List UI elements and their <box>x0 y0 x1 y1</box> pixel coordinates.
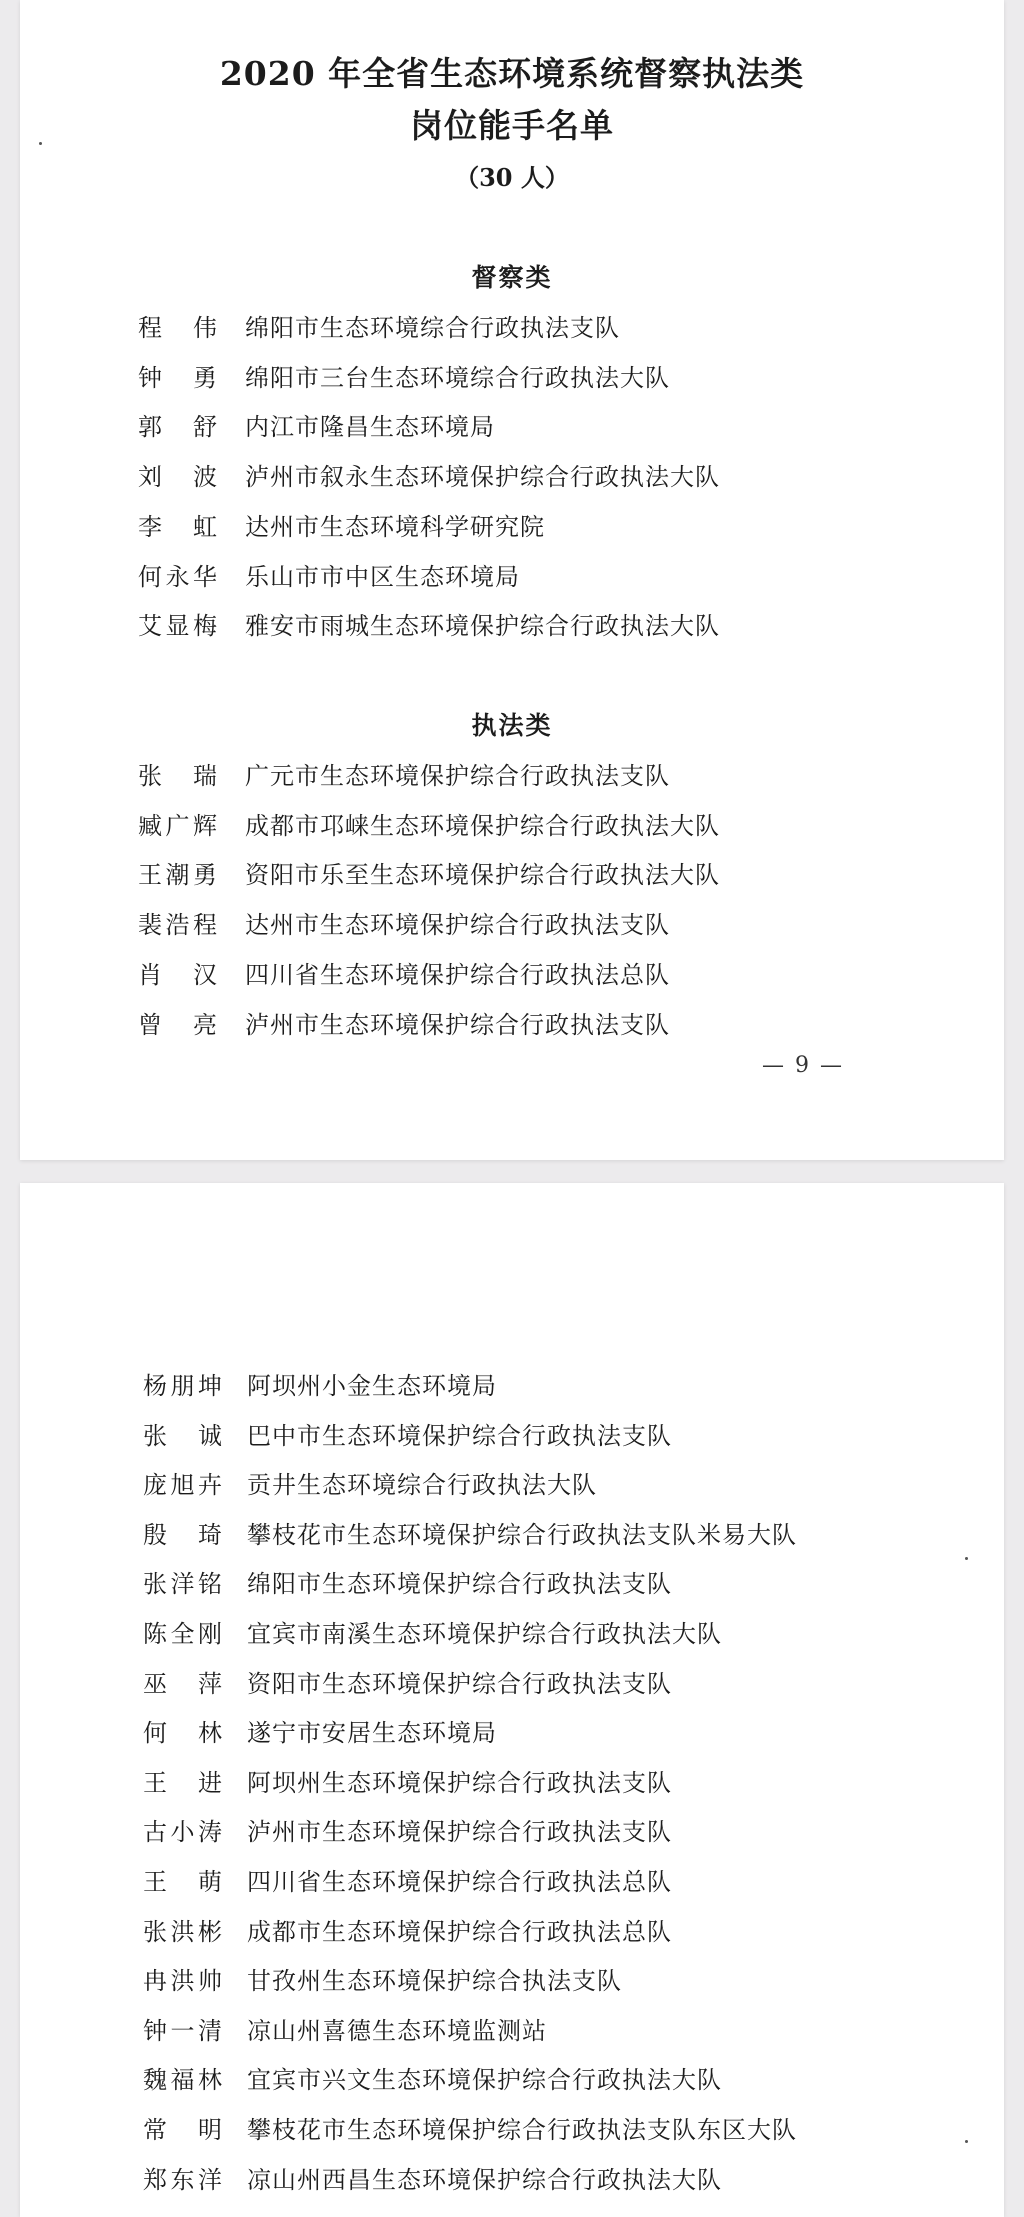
organization: 贡井生态环境综合行政执法大队 <box>247 1471 597 1500</box>
list-item <box>20 1416 1004 1456</box>
headcount: （30 人） <box>455 163 569 192</box>
document-page-1 <box>20 0 1004 1160</box>
document-title-line-1: 2020 年全省生态环境系统督察执法类 <box>219 54 805 93</box>
list-item <box>20 507 1004 547</box>
organization: 雅安市雨城生态环境保护综合行政执法大队 <box>245 612 720 641</box>
organization: 绵阳市生态环境综合行政执法支队 <box>245 314 620 342</box>
organization: 凉山州喜德生态环境监测站 <box>247 2016 547 2045</box>
person-name: 何永华 <box>138 562 218 591</box>
person-name: 裴浩程 <box>138 911 218 940</box>
list-item <box>20 1614 1004 1654</box>
person-name: 古小涛 <box>143 1818 223 1847</box>
organization: 绵阳市生态环境保护综合行政执法支队 <box>247 1570 672 1599</box>
organization: 达州市生态环境科学研究院 <box>245 512 545 541</box>
person-name: 程伟 <box>138 314 218 342</box>
person-name: 钟一清 <box>143 2016 223 2045</box>
list-item <box>20 606 1004 646</box>
organization: 达州市生态环境保护综合行政执法支队 <box>245 911 670 940</box>
list-item <box>20 2110 1004 2150</box>
list-item <box>20 2060 1004 2100</box>
organization: 成都市邛崃生态环境保护综合行政执法大队 <box>245 811 720 840</box>
organization: 泸州市生态环境保护综合行政执法支队 <box>247 1818 672 1847</box>
organization: 泸州市叙永生态环境保护综合行政执法大队 <box>245 463 720 492</box>
page-number: — 9 — <box>762 1053 844 1078</box>
organization: 阿坝州小金生态环境局 <box>247 1372 497 1400</box>
person-name: 曾亮 <box>138 1010 218 1039</box>
list-item <box>20 1862 1004 1902</box>
organization: 泸州市生态环境保护综合行政执法支队 <box>245 1010 670 1039</box>
list-item <box>20 855 1004 895</box>
person-name: 王进 <box>143 1768 223 1797</box>
organization: 四川省生态环境保护综合行政执法总队 <box>245 960 670 989</box>
organization: 资阳市生态环境保护综合行政执法支队 <box>247 1669 672 1698</box>
organization: 宜宾市兴文生态环境保护综合行政执法大队 <box>247 2066 722 2095</box>
document-page-2 <box>20 1183 1004 2217</box>
list-item <box>20 1366 1004 1406</box>
person-name: 郭舒 <box>138 413 218 442</box>
section-heading-supervision: 督察类 <box>471 263 553 292</box>
list-item <box>20 1912 1004 1952</box>
person-name: 王萌 <box>143 1868 223 1896</box>
person-name: 钟勇 <box>138 363 218 392</box>
person-name: 庞旭卉 <box>143 1471 223 1500</box>
organization: 广元市生态环境保护综合行政执法支队 <box>245 762 670 790</box>
organization: 乐山市市中区生态环境局 <box>245 562 520 591</box>
list-item <box>20 1005 1004 1045</box>
list-item <box>20 2011 1004 2051</box>
organization: 凉山州西昌生态环境保护综合行政执法大队 <box>247 2165 722 2194</box>
list-item <box>20 1812 1004 1852</box>
organization: 内江市隆昌生态环境局 <box>245 413 495 442</box>
person-name: 肖汉 <box>138 960 218 989</box>
person-name: 张诚 <box>143 1421 223 1450</box>
person-name: 张洋铭 <box>143 1570 223 1599</box>
section-heading-enforcement: 执法类 <box>471 711 553 740</box>
person-name: 李虹 <box>138 512 218 541</box>
organization: 宜宾市南溪生态环境保护综合行政执法大队 <box>247 1620 722 1648</box>
list-item <box>20 756 1004 796</box>
document-title-line-2: 岗位能手名单 <box>410 106 614 145</box>
person-name: 巫萍 <box>143 1669 223 1698</box>
list-item <box>20 1713 1004 1753</box>
person-name: 殷琦 <box>143 1520 223 1549</box>
organization: 甘孜州生态环境保护综合执法支队 <box>247 1967 622 1996</box>
organization: 绵阳市三台生态环境综合行政执法大队 <box>245 363 670 392</box>
person-name: 冉洪帅 <box>143 1967 223 1996</box>
organization: 攀枝花市生态环境保护综合行政执法支队米易大队 <box>247 1520 797 1549</box>
list-item <box>20 457 1004 497</box>
organization: 阿坝州生态环境保护综合行政执法支队 <box>247 1768 672 1797</box>
organization: 攀枝花市生态环境保护综合行政执法支队东区大队 <box>247 2116 797 2144</box>
organization: 资阳市乐至生态环境保护综合行政执法大队 <box>245 861 720 890</box>
person-name: 艾显梅 <box>138 612 218 641</box>
list-item <box>20 1564 1004 1604</box>
list-item <box>20 1961 1004 2001</box>
person-name: 王潮勇 <box>138 861 218 890</box>
list-item <box>20 407 1004 447</box>
list-item <box>20 1664 1004 1704</box>
person-name: 臧广辉 <box>138 811 218 840</box>
person-name: 常明 <box>143 2116 223 2144</box>
person-name: 张瑞 <box>138 762 218 790</box>
list-item <box>20 1515 1004 1555</box>
person-name: 郑东洋 <box>143 2165 223 2194</box>
scan-speck <box>965 1557 968 1560</box>
organization: 成都市生态环境保护综合行政执法总队 <box>247 1917 672 1946</box>
person-name: 张洪彬 <box>143 1917 223 1946</box>
person-name: 杨朋坤 <box>143 1372 223 1400</box>
list-item <box>20 806 1004 846</box>
list-item <box>20 1465 1004 1505</box>
list-item <box>20 905 1004 945</box>
person-name: 陈全刚 <box>143 1620 223 1648</box>
list-item <box>20 358 1004 398</box>
list-item <box>20 557 1004 597</box>
list-item <box>20 308 1004 348</box>
list-item <box>20 1763 1004 1803</box>
person-name: 魏福林 <box>143 2066 223 2095</box>
organization: 遂宁市安居生态环境局 <box>247 1719 497 1748</box>
person-name: 何林 <box>143 1719 223 1748</box>
list-item <box>20 2160 1004 2200</box>
organization: 巴中市生态环境保护综合行政执法支队 <box>247 1421 672 1450</box>
list-item <box>20 955 1004 995</box>
person-name: 刘波 <box>138 463 218 492</box>
scan-speck <box>39 142 42 145</box>
scan-speck <box>965 2140 968 2143</box>
organization: 四川省生态环境保护综合行政执法总队 <box>247 1868 672 1896</box>
